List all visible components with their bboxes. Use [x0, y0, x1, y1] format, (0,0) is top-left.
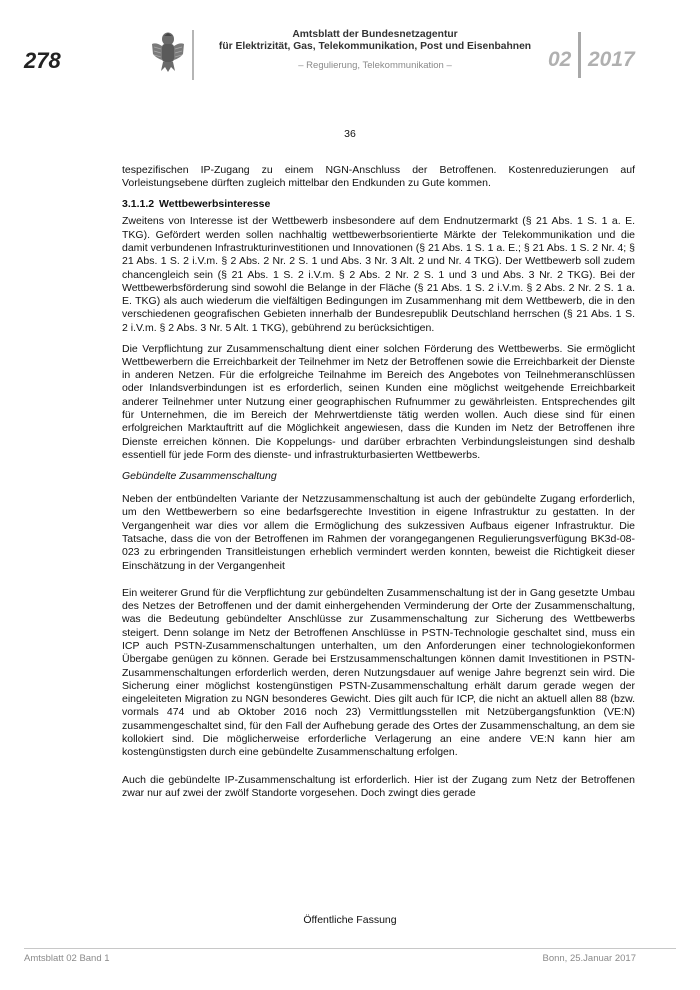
gazette-subtitle: – Regulierung, Telekommunikation –	[298, 60, 452, 71]
amtsblatt-page-number: 278	[24, 48, 61, 73]
issue-number: 02	[548, 48, 572, 71]
section-heading	[122, 198, 635, 211]
issue-year: 2017	[588, 48, 635, 71]
gazette-title	[205, 29, 545, 53]
federal-eagle-icon	[150, 30, 186, 74]
document-body	[122, 164, 635, 808]
section-number: 3.1.1.2	[122, 198, 155, 211]
gazette-title-line2: für Elektrizität, Gas, Telekommunikation, Post und Eisenbahnen	[218, 41, 532, 52]
footer-divider	[24, 948, 676, 949]
public-version-label: Öffentliche Fassung	[303, 914, 397, 926]
paragraph-5: Ein weiterer Grund für die Verpflichtung zur gebündelten Zusammenschaltung ist der in Gang gesetzte Umbau des Netzes der Betroffenen und der damit einhergehenden Verminderung der Orte der Zusammenschaltung, was die Bedeutung gebündelter Anschlüsse zur Zusammenschaltung zur Sicherung des Wettbewerbs steigert. Denn solange im Netz der Betroffenen Anschlüsse in PSTN-Technologie geschaltet sind, muss ein ICP auch PSTN-Zusammenschaltungen unterhalten, um den Anforderungen einer technologiekonformen Übergabe genügen zu können. Gerade bei Erstzusammenschaltungen können damit Investitionen in PSTN-Zusammenschaltungen erforderlich werden, deren Nutzungsdauer auf wenige Jahre begrenzt sein wird. Die Sicherung einer möglichst kostengünstigen PSTN-Zusammenschaltung erhält darum gerade wegen der eingeleiteten Migration zu NGN besonderes Gewicht. Dies gilt auch für ICP, die nicht an aktuell allen 88 (bzw. vormals 474 und ab Oktober 2016 noch 23) Vermittlungsstellen mit Netzübergangsfunktion (VE:N) zusammengeschaltet sind, für den Fall der Aufhebung gerade des Ortes der Zusammenschaltung, an dem sie kollokiert sind. Die möglicherweise erforderliche Verlagerung an eine andere VE:N kann hier am kostengünstigsten durch eine gebündelte Zusammenschaltung erfolgen.	[122, 586, 635, 759]
footer-date: Bonn, 25.Januar 2017	[542, 953, 636, 964]
header-divider-right	[578, 32, 581, 78]
paragraph-2: Zweitens von Interesse ist der Wettbewerb insbesondere auf dem Endnutzermarkt (§ 21 Abs. 1 S. 1 a. E. TKG). Gefördert werden sollen nachhaltig wettbewerbsorientierte Märkte der Telekommunikation und die damit verbundenen Infrastrukturinvestitionen und Innovationen (§ 21 Abs. 1 S. 1 a. E.; § 21 Abs. 1 S. 2 Nr. 4; § 21 Abs. 1 S. 2 i.V.m. § 2 Abs. 2 Nr. 2 S. 1 und Abs. 3 Nr. 3 Alt. 2 und Nr. 4 TKG). Der Wettbewerb soll zudem chancengleich sein (§ 21 Abs. 1 S. 2 i.V.m. § 2 Abs. 2 Nr. 2 S. 1 und 3 und Abs. 3 Nr. 2 TKG). Bei der Wettbewerbsförderung sind sowohl die Belange in der Fläche (§ 21 Abs. 1 S. 2 i.V.m. § 2 Abs. 2 Nr. 2 S. 1 a. E. TKG) als auch wiederum die vielfältigen Bedingungen im Zusammenhang mit dem Wettbewerb, die in den verschiedenen geografischen Gebieten innerhalb der Bundesrepublik Deutschland herrschen (§ 21 Abs. 1 S. 2 i.V.m. § 2 Abs. 3 Nr. 5 Alt. 1 TKG), gebührend zu berücksichtigen.	[122, 215, 635, 334]
sub-heading: Gebündelte Zusammenschaltung	[122, 469, 277, 482]
gazette-title-line1: Amtsblatt der Bundesnetzagentur	[292, 29, 458, 40]
header-divider-left	[192, 30, 194, 80]
paragraph-4: Neben der entbündelten Variante der Netzzusammenschaltung ist auch der gebündelte Zugang erforderlich, um den Wettbewerbern so eine bedarfsgerechte Investition in eigene Infrastruktur zu gestatten. In der Vergangenheit war dies vor allem die Ermöglichung des sukzessiven Aufbaus eigener Infrastruktur. Die Tatsache, dass die von der Betroffenen im Rahmen der vorangegangenen Regulierungsverfügung BK3d-08-023 zu erbringenden Transitleistungen erheblich vermindert werden konnten, beweist die Richtigkeit dieser Einschätzung in der Vergangenheit	[122, 493, 635, 572]
paragraph-3: Die Verpflichtung zur Zusammenschaltung dient einer solchen Förderung des Wettbewerbs. Sie ermöglicht Wettbewerbern die Erreichbarkeit der Teilnehmer im Netz der Betroffenen sowie die Erreichbarkeit der Dienste in anderen Netzen. Für die erfolgreiche Teilnahme im Bereich des Angebotes von Teilnehmeranschlüssen oder Inlandsverbindungen ist es erforderlich, seinen Kunden eine möglichst weitgehende Erreichbarkeit anderer Teilnehmer unter Nutzung einer geographischen Rufnummer zu gewährleisten. Entsprechendes gilt für Unternehmen, die im Bereich der Mehrwertdienste tätig werden wollen. Auch diese sind für einen erfolgreichen Marktauftritt auf die Möglichkeit angewiesen, dass die Kunden im Netz der Betroffenen ihre Dienste erreichen können. Die Koppelungs- und darüber erbrachten Verbindungsleistungen sind deshalb essentiell für jede Form des dienste- und infrastrukturbasierten Wettbewerbs.	[122, 342, 635, 461]
document-page-number: 36	[344, 128, 356, 140]
paragraph-1: tespezifischen IP-Zugang zu einem NGN-Anschluss der Betroffenen. Kostenreduzierungen auf Vorleistungsebene dürften zugleich mittelbar den Endkunden zu Gute kommen.	[122, 164, 635, 190]
paragraph-6: Auch die gebündelte IP-Zusammenschaltung ist erforderlich. Hier ist der Zugang zum Netz der Betroffenen zwar nur auf zwei der zwölf Standorte vorgesehen. Doch zwingt dies gerade	[122, 773, 635, 799]
section-title: Wettbewerbsinteresse	[159, 198, 271, 211]
footer-volume: Amtsblatt 02 Band 1	[24, 953, 110, 964]
